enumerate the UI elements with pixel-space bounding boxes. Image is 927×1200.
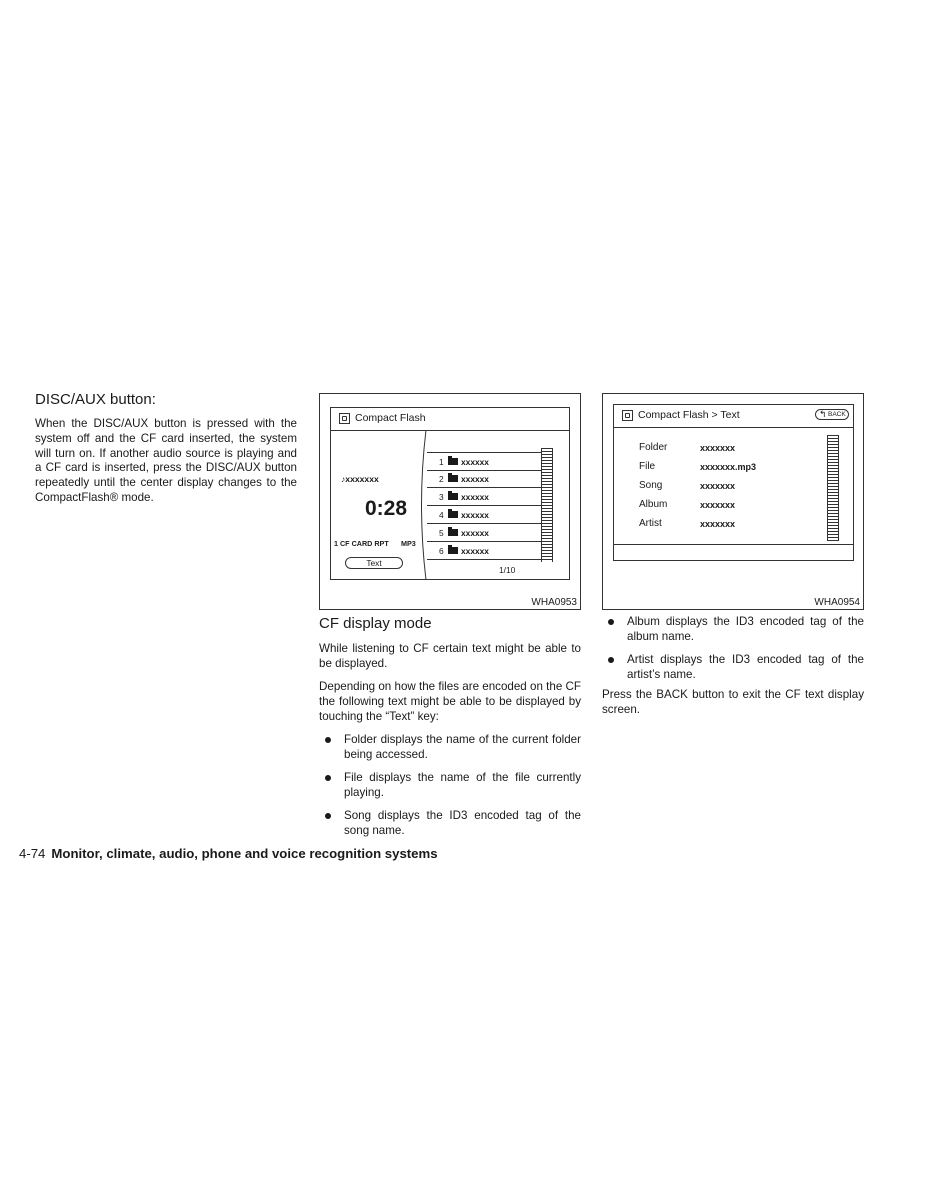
list-item: Artist displays the ID3 encoded tag of the artist’s name. — [602, 652, 864, 682]
bullet-icon — [608, 619, 614, 625]
screen-title-bar — [614, 405, 853, 428]
cf-card-icon — [339, 413, 350, 424]
list-item: File displays the name of the file currently playing. — [319, 770, 581, 800]
bullet-icon — [608, 657, 614, 663]
info-label-artist: Artist — [639, 518, 662, 529]
song-name: ♪xxxxxxx — [341, 474, 379, 484]
page-indicator: 1/10 — [499, 565, 516, 575]
bullet-icon — [325, 775, 331, 781]
text-info-scrollbar[interactable] — [827, 435, 839, 541]
info-label-file: File — [639, 461, 656, 472]
page-footer — [19, 846, 438, 861]
folder-icon — [448, 493, 458, 500]
status-indicator: 1 CF CARD RPT — [334, 539, 389, 548]
section-title: Monitor, climate, audio, phone and voice recognition systems — [51, 846, 438, 861]
text-fields-list — [319, 732, 581, 846]
folder-icon — [448, 511, 458, 518]
screen-title: Compact Flash > Text — [638, 409, 740, 421]
figure-cf-text-screen — [602, 393, 864, 610]
list-item: Folder displays the name of the current folder being accessed. — [319, 732, 581, 762]
section-heading-disc-aux: DISC/AUX button: — [35, 391, 156, 408]
cf-card-icon — [622, 410, 633, 421]
section-heading-cf-display-mode: CF display mode — [319, 615, 432, 632]
list-item: Song displays the ID3 encoded tag of the song name. — [319, 808, 581, 838]
info-value-file: xxxxxxx.mp3 — [700, 462, 757, 472]
bullet-icon — [325, 737, 331, 743]
elapsed-time: 0:28 — [365, 497, 408, 520]
figure-code: WHA0953 — [531, 597, 577, 608]
figure-cf-screen — [319, 393, 581, 610]
folder-icon — [448, 475, 458, 482]
back-button-paragraph: Press the BACK button to exit the CF text display screen. — [602, 688, 864, 716]
track-list — [427, 436, 549, 556]
track-row[interactable]: 6 xxxxxx — [427, 542, 549, 560]
info-value-song: xxxxxxx — [700, 481, 736, 491]
info-label-album: Album — [639, 499, 668, 510]
track-row[interactable]: 5 xxxxxx — [427, 524, 549, 542]
track-row[interactable]: 1 xxxxxx — [427, 452, 549, 471]
cf-text-display-screen — [613, 404, 854, 561]
format-indicator: MP3 — [401, 539, 416, 548]
text-fields-list-continued — [602, 614, 864, 690]
back-arrow-icon: ↰ — [819, 409, 827, 419]
figure-code: WHA0954 — [814, 597, 860, 608]
text-key-button[interactable] — [345, 557, 403, 569]
back-label: BACK — [828, 411, 846, 418]
info-value-artist: xxxxxxx — [700, 519, 736, 529]
info-label-song: Song — [639, 480, 663, 491]
info-value-folder: xxxxxxx — [700, 443, 736, 453]
back-button[interactable] — [815, 409, 849, 420]
folder-icon — [448, 547, 458, 554]
folder-icon — [448, 529, 458, 536]
folder-icon — [448, 458, 458, 465]
info-label-folder: Folder — [639, 442, 668, 453]
bullet-icon — [325, 813, 331, 819]
text-key-label: Text — [366, 558, 382, 568]
track-list-scrollbar[interactable] — [541, 448, 553, 562]
cf-display-screen — [330, 407, 570, 580]
track-row[interactable]: 4 xxxxxx — [427, 506, 549, 524]
disc-aux-paragraph: When the DISC/AUX button is pressed with the system off and the CF card inserted, the system will turn on. If another audio source is playing and a CF card is inserted, press the DISC/AUX button repeatedly until the center display changes to the CompactFlash® mode. — [35, 417, 297, 504]
cf-display-paragraph-2: Depending on how the files are encoded on the CF the following text might be able to be displayed by touching the “Text” key: — [319, 680, 581, 723]
track-row[interactable]: 2 xxxxxx — [427, 470, 549, 488]
cf-display-paragraph-1: While listening to CF certain text might be able to be displayed. — [319, 642, 581, 670]
bottom-divider — [614, 544, 853, 545]
info-value-album: xxxxxxx — [700, 500, 736, 510]
screen-title: Compact Flash — [355, 412, 426, 424]
screen-title-bar — [331, 408, 569, 431]
list-item: Album displays the ID3 encoded tag of the album name. — [602, 614, 864, 644]
page-number: 4-74 — [19, 846, 46, 861]
track-row[interactable]: 3 xxxxxx — [427, 488, 549, 506]
